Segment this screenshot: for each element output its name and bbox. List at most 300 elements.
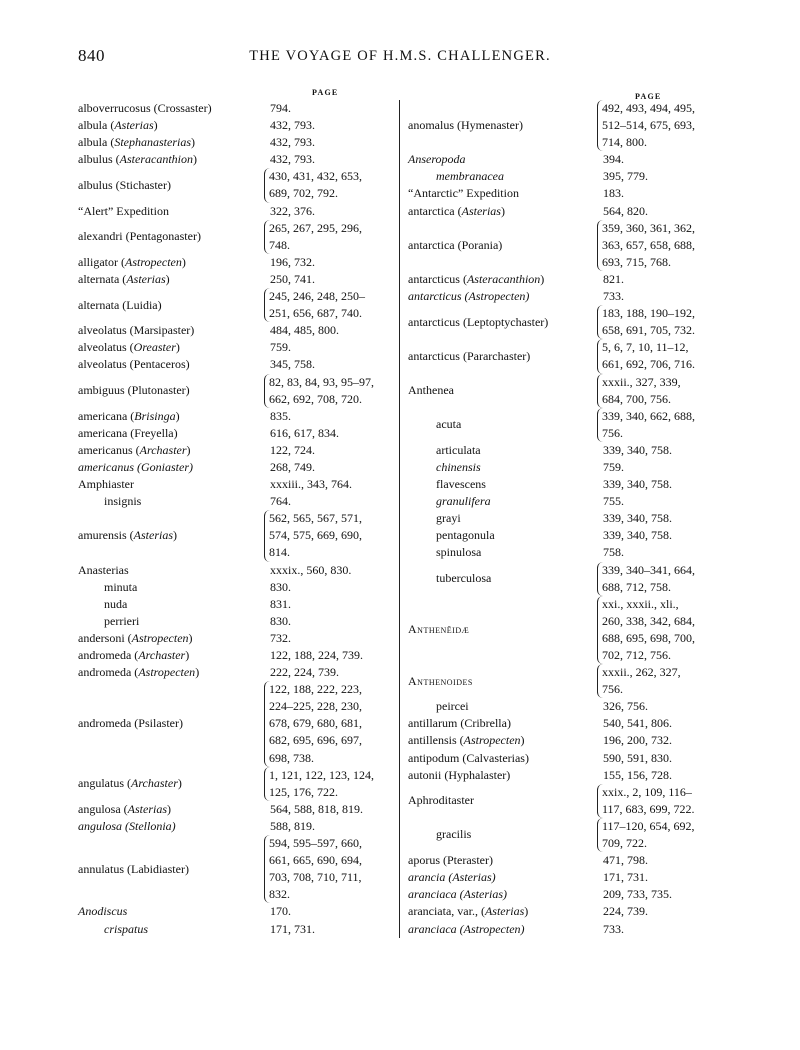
page-references (603, 151, 624, 168)
index-entry (408, 596, 728, 664)
entry-name: aranciaca (Asterias) (408, 887, 507, 902)
entry-name: antarcticus (Asteracanthion) (408, 271, 545, 286)
entry-name: chinensis (436, 459, 481, 474)
page-reference-line: 432, 793. (270, 135, 315, 150)
entry-name: antarcticus (Astropecten) (408, 289, 530, 304)
entry-name: spinulosa (436, 545, 482, 560)
index-entry (408, 493, 728, 510)
page-references (264, 374, 374, 408)
entry-name: Aphroditaster (408, 793, 474, 808)
index-entry (78, 818, 398, 835)
index-entry (408, 220, 728, 271)
page-reference-line: xxi., xxxii., xli., (602, 596, 679, 611)
page-references (270, 271, 315, 288)
page-reference-line: 1, 121, 122, 123, 124, (269, 767, 374, 782)
page-reference-line: 484, 485, 800. (270, 323, 339, 338)
page-references (603, 732, 672, 749)
index-entry (78, 322, 398, 339)
index-entry (408, 562, 728, 596)
page-references (270, 630, 291, 647)
index-entry (78, 476, 398, 493)
index-entry (408, 664, 728, 698)
page-references (603, 750, 672, 767)
entry-name: alveolatus (Oreaster) (78, 340, 180, 355)
entry-name: angulatus (Archaster) (78, 776, 182, 791)
page-reference-line: 326, 756. (603, 699, 648, 714)
entry-name: Anthenēidæ (408, 622, 470, 637)
page-column-label-right: PAGE (635, 92, 662, 101)
page-reference-line: 363, 657, 658, 688, (602, 237, 695, 252)
entry-name: grayi (436, 511, 461, 526)
page-reference-line: 251, 656, 687, 740. (269, 306, 362, 321)
entry-name: crispatus (104, 921, 149, 936)
index-entry (408, 271, 728, 288)
page-references (264, 168, 362, 202)
entry-name: perrieri (104, 613, 140, 628)
entry-name: americana (Freyella) (78, 425, 178, 440)
page-reference-line: 564, 588, 818, 819. (270, 801, 363, 816)
index-entry (78, 562, 398, 579)
page-references (270, 818, 315, 835)
page-reference-line: 155, 156, 728. (603, 767, 672, 782)
page-references (603, 288, 624, 305)
index-entry (78, 288, 398, 322)
entry-name: albulus (Stichaster) (78, 177, 171, 192)
page-reference-line: xxxii., 262, 327, (602, 665, 681, 680)
entry-name: alligator (Astropecten) (78, 254, 186, 269)
entry-name: aranciaca (Astropecten) (408, 921, 525, 936)
entry-name: angulosa (Stellonia) (78, 818, 176, 833)
index-entry (408, 408, 728, 442)
page-reference-line: 183, 188, 190–192, (602, 306, 695, 321)
page-references (597, 374, 681, 408)
index-entry (408, 185, 728, 202)
page-reference-line: 224–225, 228, 230, (269, 699, 362, 714)
index-entry (78, 117, 398, 134)
page-reference-line: 693, 715, 768. (602, 254, 671, 269)
index-entry (78, 339, 398, 356)
page-references (270, 117, 315, 134)
page-reference-line: 339, 340, 758. (603, 442, 672, 457)
page-reference-line: 574, 575, 669, 690, (269, 528, 362, 543)
page-reference-line: 224, 739. (603, 904, 648, 919)
entry-name: nuda (104, 596, 128, 611)
index-entry (408, 715, 728, 732)
entry-name: autonii (Hyphalaster) (408, 767, 511, 782)
index-entry (78, 664, 398, 681)
page-references (603, 903, 648, 920)
index-entry (408, 732, 728, 749)
entry-name: andromeda (Archaster) (78, 648, 190, 662)
page-reference-line: 196, 732. (270, 254, 315, 269)
page-reference-line: 471, 798. (603, 853, 648, 868)
page-reference-line: 714, 800. (602, 135, 647, 150)
index-entry (408, 698, 728, 715)
entry-name: articulata (436, 442, 481, 457)
index-entry (408, 750, 728, 767)
page-reference-line: 684, 700, 756. (602, 391, 671, 406)
entry-name: antillarum (Cribrella) (408, 716, 511, 731)
entry-name: antillensis (Astropecten) (408, 733, 525, 748)
page-reference-line: 5, 6, 7, 10, 11–12, (602, 340, 689, 355)
entry-name: alternata (Asterias) (78, 271, 170, 286)
index-entry (78, 151, 398, 168)
index-entry (78, 254, 398, 271)
page-references (603, 921, 624, 938)
page-reference-line: 814. (269, 545, 290, 560)
index-entry (78, 271, 398, 288)
page-reference-line: 748. (269, 237, 290, 252)
page-reference-line: 562, 565, 567, 571, (269, 511, 362, 526)
index-entry (78, 493, 398, 510)
page-reference-line: 394. (603, 152, 624, 167)
index-entry (408, 374, 728, 408)
entry-name: albulus (Asteracanthion) (78, 152, 197, 167)
page-reference-line: 794. (270, 101, 291, 115)
entry-name: andromeda (Astropecten) (78, 665, 200, 680)
page-references (270, 476, 352, 493)
page-references (603, 493, 624, 510)
page-reference-line: 268, 749. (270, 459, 315, 474)
page-reference-line: 709, 722. (602, 836, 647, 851)
page-column-label-left: PAGE (312, 88, 339, 97)
page-references (597, 408, 695, 442)
page-reference-line: 821. (603, 271, 624, 286)
index-entry (408, 100, 728, 151)
index-entry (78, 134, 398, 151)
entry-name: arancia (Asterias) (408, 870, 496, 885)
index-entry (408, 305, 728, 339)
index-entry (408, 869, 728, 886)
page-references (603, 544, 624, 561)
page-reference-line: 616, 617, 834. (270, 425, 339, 440)
page-reference-line: 183. (603, 186, 624, 201)
page-references (603, 203, 648, 220)
page-reference-line: 432, 793. (270, 118, 315, 133)
page-references (603, 459, 624, 476)
index-entry (78, 203, 398, 220)
entry-name: anomalus (Hymenaster) (408, 118, 523, 133)
page-references (270, 562, 351, 579)
entry-name: americanus (Goniaster) (78, 459, 193, 474)
page-references (603, 168, 648, 185)
entry-name: americanus (Archaster) (78, 442, 191, 457)
page-references (270, 134, 315, 151)
page-references (603, 886, 672, 903)
index-entry (78, 801, 398, 818)
page-references (264, 288, 365, 322)
page-reference-line: 755. (603, 494, 624, 509)
page-reference-line: 250, 741. (270, 271, 315, 286)
page-reference-line: 265, 267, 295, 296, (269, 220, 362, 235)
index-entry (78, 100, 398, 117)
entry-name: alveolatus (Pentaceros) (78, 357, 190, 372)
running-title: THE VOYAGE OF H.M.S. CHALLENGER. (249, 48, 551, 64)
index-entry (408, 784, 728, 818)
page-references (270, 425, 339, 442)
entry-name: ambiguus (Plutonaster) (78, 383, 190, 398)
page-reference-line: 209, 733, 735. (603, 887, 672, 902)
page-references (603, 715, 672, 732)
page-reference-line: 830. (270, 579, 291, 594)
page-reference-line: xxxix., 560, 830. (270, 562, 352, 577)
page-references (270, 151, 315, 168)
index-entry (78, 681, 398, 766)
page-references (264, 681, 362, 766)
entry-name: peircei (436, 699, 469, 714)
entry-name: flavescens (436, 477, 486, 492)
entry-name: tuberculosa (436, 571, 492, 586)
page-reference-line: 688, 712, 758. (602, 579, 671, 594)
page-reference-line: 688, 695, 698, 700, (602, 630, 695, 645)
entry-name: amurensis (Asterias) (78, 528, 177, 543)
page-reference-line: 733. (603, 289, 624, 304)
page-reference-line: 662, 692, 708, 720. (269, 391, 362, 406)
entry-name: “Alert” Expedition (78, 203, 169, 218)
index-entry (78, 510, 398, 561)
entry-name: antarctica (Porania) (408, 237, 503, 252)
page-reference-line: 122, 188, 224, 739. (270, 648, 363, 662)
index-entry (408, 168, 728, 185)
page-reference-line: xxxii., 327, 339, (602, 374, 681, 389)
page-reference-line: 260, 338, 342, 684, (602, 613, 695, 628)
index-entry (78, 374, 398, 408)
page-reference-line: 564, 820. (603, 203, 648, 218)
page-reference-line: 359, 360, 361, 362, (602, 220, 695, 235)
page-reference-line: 512–514, 675, 693, (602, 118, 695, 133)
page-reference-line: 661, 692, 706, 716. (602, 357, 695, 372)
entry-name: antarcticus (Leptoptychaster) (408, 314, 549, 329)
entry-name: alternata (Luidia) (78, 297, 162, 312)
page-references (270, 322, 339, 339)
page-references (603, 185, 624, 202)
page-references (270, 921, 315, 938)
index-entry (78, 220, 398, 254)
page-reference-line: 830. (270, 613, 291, 628)
entry-name: albula (Asterias) (78, 118, 158, 133)
page-references (270, 100, 291, 117)
page-reference-line: 345, 758. (270, 357, 315, 372)
page-reference-line: 432, 793. (270, 152, 315, 167)
page-reference-line: 703, 708, 710, 711, (269, 870, 362, 885)
page-reference-line: 678, 679, 680, 681, (269, 716, 362, 731)
index-entry (78, 613, 398, 630)
entry-name: alboverrucosus (Crossaster) (78, 101, 212, 115)
entry-name: angulosa (Asterias) (78, 801, 171, 816)
index-entry (408, 818, 728, 852)
index-entry (408, 288, 728, 305)
index-entry (408, 852, 728, 869)
index-entry (408, 203, 728, 220)
column-divider (399, 100, 400, 938)
entry-name: albula (Stephanasterias) (78, 135, 195, 150)
page-references (270, 596, 291, 613)
page-references (597, 818, 695, 852)
page-reference-line: 658, 691, 705, 732. (602, 323, 695, 338)
page-references (270, 903, 291, 920)
page-reference-line: 117, 683, 699, 722. (602, 801, 695, 816)
entry-name: pentagonula (436, 528, 495, 543)
index-entry (408, 527, 728, 544)
index-entry (78, 168, 398, 202)
page-reference-line: 339, 340, 758. (603, 528, 672, 543)
page-references (270, 459, 315, 476)
entry-name: andromeda (Psilaster) (78, 716, 183, 731)
page-reference-line: 82, 83, 84, 93, 95–97, (269, 374, 374, 389)
page-reference-line: 122, 188, 222, 223, (269, 682, 362, 697)
entry-name: Anthenea (408, 383, 454, 398)
page-reference-line: 759. (270, 340, 291, 355)
page-references (603, 869, 648, 886)
index-entry (408, 886, 728, 903)
page-references (270, 356, 315, 373)
page-reference-line: 733. (603, 921, 624, 936)
page-reference-line: 682, 695, 696, 697, (269, 733, 362, 748)
page-reference-line: 122, 724. (270, 442, 315, 457)
index-entry (408, 476, 728, 493)
index-entry (78, 356, 398, 373)
page-references (597, 664, 681, 698)
entry-name: antarctica (Asterias) (408, 203, 505, 218)
index-entry (78, 647, 398, 664)
index-entry (408, 510, 728, 527)
entry-name: Anodiscus (78, 904, 128, 919)
entry-name: aporus (Pteraster) (408, 853, 493, 868)
page-reference-line: 689, 702, 792. (269, 186, 338, 201)
page-reference-line: 832. (269, 887, 290, 902)
index-entry (78, 630, 398, 647)
entry-name: Amphiaster (78, 477, 134, 492)
page-references (264, 510, 362, 561)
page-reference-line: 590, 591, 830. (603, 750, 672, 765)
entry-name: annulatus (Labidiaster) (78, 861, 189, 876)
page-reference-line: 170. (270, 904, 291, 919)
page-reference-line: 732. (270, 630, 291, 645)
page-number: 840 (78, 46, 105, 65)
page-reference-line: 756. (602, 682, 623, 697)
page-reference-line: 702, 712, 756. (602, 648, 671, 662)
page-reference-line: 245, 246, 248, 250– (269, 289, 365, 304)
entry-name: granulifera (436, 494, 491, 509)
page-references (270, 254, 315, 271)
page-reference-line: 698, 738. (269, 750, 314, 765)
page-references (270, 442, 315, 459)
index-column-left (78, 100, 398, 938)
entry-name: minuta (104, 579, 138, 594)
page-reference-line: 339, 340, 758. (603, 511, 672, 526)
page-reference-line: 759. (603, 459, 624, 474)
page-references (270, 613, 291, 630)
entry-name: Anthenoides (408, 673, 473, 688)
index-entry (78, 442, 398, 459)
page-references (270, 647, 363, 664)
page-reference-line: 588, 819. (270, 818, 315, 833)
index-column-right (408, 100, 728, 938)
page-reference-line: 117–120, 654, 692, (602, 818, 695, 833)
page-references (597, 784, 695, 818)
page-references (603, 698, 648, 715)
page-reference-line: 594, 595–597, 660, (269, 836, 362, 851)
page-references (270, 801, 363, 818)
page-references (597, 305, 695, 339)
index-entry (408, 151, 728, 168)
entry-name: antipodum (Calvasterias) (408, 750, 529, 765)
index-entry (78, 835, 398, 903)
entry-name: Anseropoda (408, 152, 466, 167)
index-entry (78, 921, 398, 938)
page-reference-line: 339, 340, 662, 688, (602, 408, 695, 423)
page-references (270, 408, 291, 425)
page-reference-line: 339, 340, 758. (603, 477, 672, 492)
page-references (597, 596, 695, 664)
entry-name: membranacea (436, 169, 504, 184)
entry-name: alveolatus (Marsipaster) (78, 323, 195, 338)
entry-name: americana (Brisinga) (78, 408, 180, 423)
index-entry (408, 767, 728, 784)
index-entry (408, 544, 728, 561)
page-reference-line: 196, 200, 732. (603, 733, 672, 748)
page-references (270, 579, 291, 596)
index-entry (78, 903, 398, 920)
page-reference-line: 430, 431, 432, 653, (269, 169, 362, 184)
entry-name: antarcticus (Pararchaster) (408, 348, 531, 363)
page-reference-line: 831. (270, 596, 291, 611)
page-references (597, 220, 695, 271)
page-references (597, 339, 695, 373)
page-reference-line: 171, 731. (603, 870, 648, 885)
page-references (603, 852, 648, 869)
page-reference-line: 758. (603, 545, 624, 560)
page-reference-line: 322, 376. (270, 203, 315, 218)
page-reference-line: 339, 340–341, 664, (602, 562, 695, 577)
page-references (597, 100, 695, 151)
index-entry (408, 442, 728, 459)
page-reference-line: 835. (270, 408, 291, 423)
entry-name: Anasterias (78, 562, 129, 577)
index-entry (408, 921, 728, 938)
page-reference-line: 540, 541, 806. (603, 716, 672, 731)
index-entry (408, 339, 728, 373)
page-references (603, 527, 672, 544)
page-references (603, 476, 672, 493)
page-references (270, 664, 339, 681)
page-reference-line: 661, 665, 690, 694, (269, 853, 362, 868)
page-reference-line: 171, 731. (270, 921, 315, 936)
index-entry (78, 579, 398, 596)
index-entry (78, 459, 398, 476)
entry-name: acuta (436, 417, 462, 432)
index-entry (408, 459, 728, 476)
page-references (270, 493, 291, 510)
page-references (264, 767, 374, 801)
page-references (264, 835, 362, 903)
page-references (603, 442, 672, 459)
entry-name: gracilis (436, 827, 472, 842)
entry-name: alexandri (Pentagonaster) (78, 229, 201, 244)
page-references (603, 271, 624, 288)
entry-name: aranciata, var., (Asterias) (408, 904, 529, 919)
page-references (264, 220, 362, 254)
page-references (270, 203, 315, 220)
page-references (597, 562, 695, 596)
page-references (603, 767, 672, 784)
entry-name: “Antarctic” Expedition (408, 186, 519, 201)
page-reference-line: 764. (270, 494, 291, 509)
index-entry (78, 425, 398, 442)
index-entry (78, 767, 398, 801)
index-entry (78, 596, 398, 613)
index-entry (78, 408, 398, 425)
